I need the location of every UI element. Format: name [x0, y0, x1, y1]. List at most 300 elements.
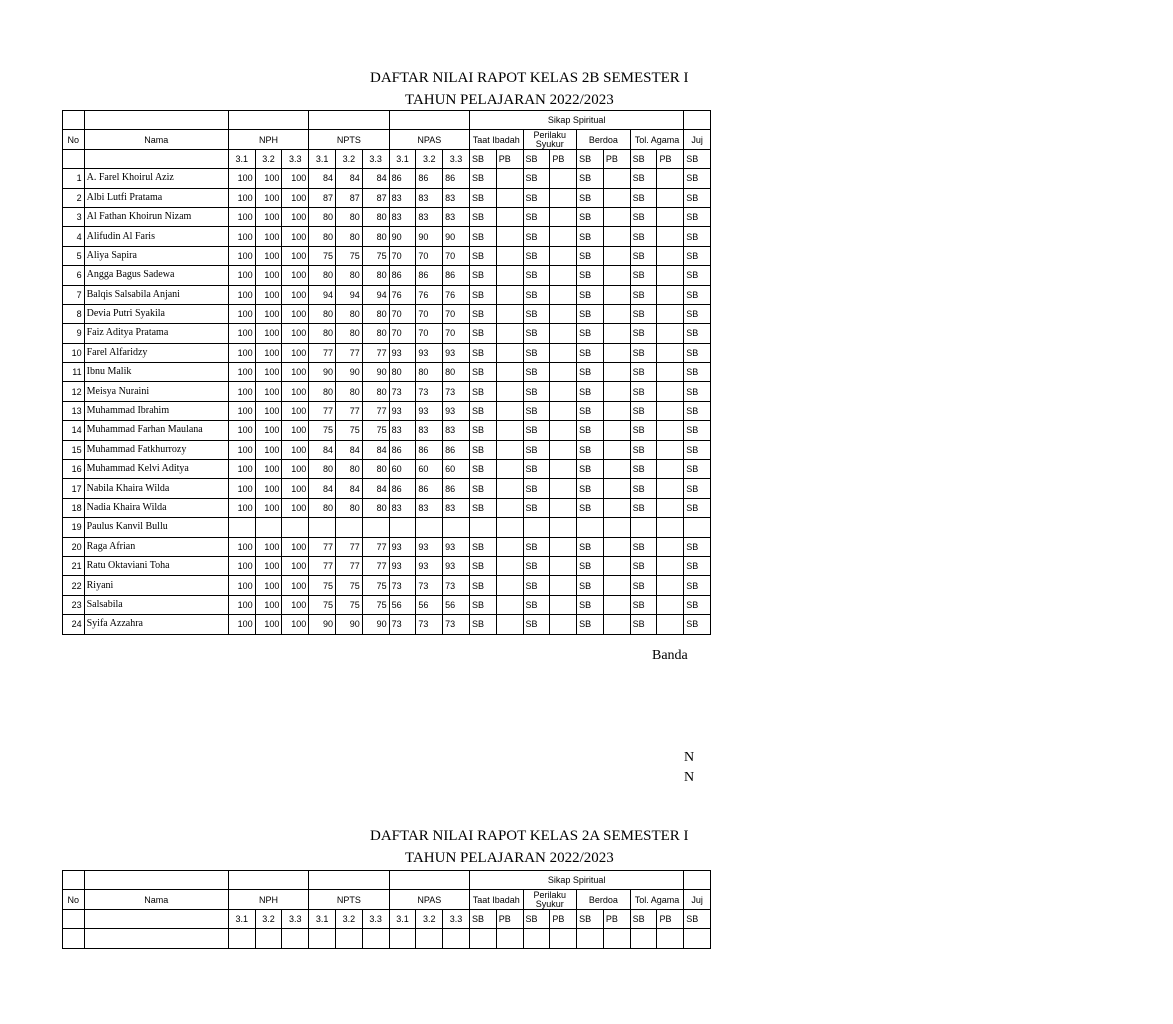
- sikap-score: [657, 227, 684, 246]
- nph-score: 100: [228, 188, 255, 207]
- npts-score: 94: [336, 285, 363, 304]
- subheader-cell: PB: [550, 909, 577, 928]
- nph-score: 100: [255, 363, 282, 382]
- npts-score: 90: [336, 363, 363, 382]
- student-name: Balqis Salsabila Anjani: [84, 285, 228, 304]
- nph-score: 100: [255, 556, 282, 575]
- nph-score: 100: [255, 324, 282, 343]
- sikap-score: SB: [469, 285, 496, 304]
- npts-score: 80: [309, 304, 336, 323]
- nph-score: 100: [228, 615, 255, 634]
- sikap-score: [603, 576, 630, 595]
- npts-score: [309, 518, 336, 537]
- subheader-cell: 3.3: [443, 909, 470, 928]
- sikap-score: [550, 363, 577, 382]
- nph-score: 100: [282, 285, 309, 304]
- sikap-score: SB: [523, 460, 550, 479]
- sikap-score: SB: [469, 207, 496, 226]
- header-toleransi-agama: Tol. Agama: [630, 130, 684, 149]
- nph-score: 100: [282, 460, 309, 479]
- npts-score: 75: [336, 246, 363, 265]
- sikap-score: SB: [523, 537, 550, 556]
- npas-score: 93: [389, 343, 416, 362]
- npts-score: 90: [362, 363, 389, 382]
- npas-score: 83: [416, 188, 443, 207]
- npts-score: 80: [362, 207, 389, 226]
- sikap-score: SB: [469, 304, 496, 323]
- sikap-score: [657, 498, 684, 517]
- table-row: [63, 207, 742, 226]
- subheader-cell: 3.1: [228, 909, 255, 928]
- header-npas: NPAS: [389, 890, 469, 909]
- sikap-score: [550, 227, 577, 246]
- npas-score: 83: [443, 421, 470, 440]
- empty-cell: [550, 929, 577, 948]
- npts-score: 84: [336, 440, 363, 459]
- nph-score: 100: [255, 382, 282, 401]
- sikap-score: SB: [523, 188, 550, 207]
- nph-score: 100: [282, 304, 309, 323]
- nph-score: 100: [255, 304, 282, 323]
- npas-score: 93: [443, 401, 470, 420]
- sikap-score: [496, 266, 523, 285]
- empty-cell: [416, 929, 443, 948]
- nph-score: 100: [228, 246, 255, 265]
- subheader-cell: SB: [469, 909, 496, 928]
- table-row: [63, 324, 742, 343]
- empty-cell: [523, 929, 550, 948]
- npts-score: 77: [362, 537, 389, 556]
- sikap-score: [684, 518, 711, 537]
- sikap-score: SB: [684, 227, 711, 246]
- header-blank: [684, 871, 711, 890]
- sikap-score: [603, 285, 630, 304]
- student-name: Nadia Khaira Wilda: [84, 498, 228, 517]
- sikap-score: [657, 518, 684, 537]
- sikap-score: SB: [577, 304, 604, 323]
- sikap-score: SB: [630, 421, 657, 440]
- sikap-score: [603, 266, 630, 285]
- npts-score: 94: [362, 285, 389, 304]
- sikap-score: SB: [577, 615, 604, 634]
- npas-score: 93: [416, 537, 443, 556]
- npts-score: 80: [309, 460, 336, 479]
- sikap-score: SB: [577, 537, 604, 556]
- sikap-score: SB: [523, 207, 550, 226]
- sikap-score: [523, 518, 550, 537]
- header-blank: [684, 111, 711, 130]
- sikap-score: [657, 421, 684, 440]
- sikap-score: SB: [469, 382, 496, 401]
- header-sikap-spiritual: Sikap Spiritual: [469, 871, 683, 890]
- npas-score: 86: [416, 440, 443, 459]
- npts-score: 77: [336, 343, 363, 362]
- subheader-cell: 3.1: [309, 909, 336, 928]
- sikap-score: [496, 615, 523, 634]
- sikap-score: SB: [523, 595, 550, 614]
- empty-cell: [684, 929, 711, 948]
- sikap-score: SB: [630, 576, 657, 595]
- sikap-score: [603, 440, 630, 459]
- sikap-score: [603, 343, 630, 362]
- sikap-score: SB: [630, 188, 657, 207]
- sikap-score: SB: [523, 324, 550, 343]
- sikap-score: [496, 537, 523, 556]
- sikap-score: SB: [469, 479, 496, 498]
- nph-score: 100: [255, 460, 282, 479]
- npts-score: 75: [309, 421, 336, 440]
- sikap-score: SB: [684, 324, 711, 343]
- npts-score: 75: [336, 421, 363, 440]
- sikap-score: SB: [577, 576, 604, 595]
- npas-score: 83: [416, 207, 443, 226]
- nph-score: 100: [282, 207, 309, 226]
- table-row: [63, 363, 742, 382]
- header-npts: NPTS: [309, 890, 389, 909]
- empty-cell: [63, 929, 85, 948]
- table1-subtitle: TAHUN PELAJARAN 2022/2023: [405, 92, 614, 108]
- npas-score: 83: [443, 188, 470, 207]
- sikap-score: [657, 343, 684, 362]
- sikap-score: SB: [684, 595, 711, 614]
- sikap-score: [603, 207, 630, 226]
- nph-score: 100: [282, 479, 309, 498]
- table-row: [63, 285, 742, 304]
- sikap-score: SB: [469, 401, 496, 420]
- table-row: [63, 576, 742, 595]
- nph-score: 100: [255, 498, 282, 517]
- nph-score: 100: [282, 537, 309, 556]
- npas-score: 86: [443, 266, 470, 285]
- sikap-score: SB: [684, 169, 711, 188]
- sikap-score: [630, 518, 657, 537]
- sikap-score: SB: [523, 169, 550, 188]
- npas-score: 70: [416, 246, 443, 265]
- header-perilaku-syukur: Perilaku Syukur: [523, 890, 577, 909]
- npas-score: 90: [389, 227, 416, 246]
- row-number: 16: [63, 460, 85, 479]
- nph-score: 100: [228, 207, 255, 226]
- table-row: [63, 382, 742, 401]
- sikap-score: [469, 518, 496, 537]
- sikap-score: SB: [684, 401, 711, 420]
- student-name: A. Farel Khoirul Aziz: [84, 169, 228, 188]
- sikap-score: [550, 169, 577, 188]
- sikap-score: SB: [630, 227, 657, 246]
- npas-score: 83: [443, 498, 470, 517]
- student-name: Aliya Sapira: [84, 246, 228, 265]
- sikap-score: [657, 479, 684, 498]
- nph-score: 100: [282, 440, 309, 459]
- table2-title: DAFTAR NILAI RAPOT KELAS 2A SEMESTER I: [370, 828, 689, 844]
- row-number: 24: [63, 615, 85, 634]
- npas-score: 83: [389, 188, 416, 207]
- subheader-cell: PB: [657, 149, 684, 168]
- sikap-score: [496, 498, 523, 517]
- table-row: [63, 518, 742, 537]
- nph-score: 100: [228, 382, 255, 401]
- table-row: [63, 615, 742, 634]
- npts-score: 75: [362, 421, 389, 440]
- npas-score: 83: [389, 207, 416, 226]
- sikap-score: [496, 440, 523, 459]
- sikap-score: SB: [469, 343, 496, 362]
- npas-score: 70: [416, 304, 443, 323]
- subheader-cell: 3.1: [309, 149, 336, 168]
- sikap-score: SB: [469, 363, 496, 382]
- sikap-score: SB: [523, 285, 550, 304]
- nph-score: 100: [228, 343, 255, 362]
- sikap-score: SB: [577, 285, 604, 304]
- sikap-score: SB: [523, 363, 550, 382]
- sikap-score: SB: [684, 576, 711, 595]
- sikap-score: SB: [684, 440, 711, 459]
- npas-score: 73: [416, 382, 443, 401]
- row-number: 1: [63, 169, 85, 188]
- sikap-score: [603, 188, 630, 207]
- sikap-score: SB: [577, 595, 604, 614]
- npts-score: 80: [362, 460, 389, 479]
- sikap-score: SB: [577, 363, 604, 382]
- npas-score: 93: [416, 343, 443, 362]
- npts-score: 87: [309, 188, 336, 207]
- npts-score: 80: [309, 324, 336, 343]
- student-name: Albi Lutfi Pratama: [84, 188, 228, 207]
- npas-score: 86: [389, 440, 416, 459]
- sikap-score: SB: [630, 595, 657, 614]
- sikap-score: [550, 576, 577, 595]
- sikap-score: SB: [577, 188, 604, 207]
- sikap-score: [603, 421, 630, 440]
- npts-score: 77: [309, 556, 336, 575]
- nph-score: 100: [255, 595, 282, 614]
- nph-score: 100: [282, 246, 309, 265]
- sikap-score: SB: [630, 460, 657, 479]
- sikap-score: [603, 382, 630, 401]
- npas-score: 93: [416, 556, 443, 575]
- sikap-score: [496, 246, 523, 265]
- sikap-score: [603, 324, 630, 343]
- row-number: 19: [63, 518, 85, 537]
- sikap-score: [603, 518, 630, 537]
- nph-score: 100: [282, 556, 309, 575]
- sikap-score: SB: [523, 382, 550, 401]
- npas-score: 83: [389, 421, 416, 440]
- subheader-cell: SB: [684, 909, 711, 928]
- sikap-score: SB: [684, 479, 711, 498]
- header-toleransi-agama: Tol. Agama: [630, 890, 684, 909]
- nph-score: 100: [228, 421, 255, 440]
- npas-score: 60: [416, 460, 443, 479]
- npas-score: 93: [389, 556, 416, 575]
- npts-score: 75: [362, 576, 389, 595]
- sikap-score: [603, 304, 630, 323]
- table-row: [63, 460, 742, 479]
- header-jujur: Juj: [684, 130, 711, 149]
- npas-score: [416, 518, 443, 537]
- row-number: 5: [63, 246, 85, 265]
- sikap-score: [657, 440, 684, 459]
- nph-score: 100: [228, 169, 255, 188]
- npas-score: 70: [443, 246, 470, 265]
- table-row: [63, 440, 742, 459]
- npts-score: 80: [336, 207, 363, 226]
- nph-score: 100: [228, 576, 255, 595]
- sikap-score: [496, 595, 523, 614]
- npas-score: 56: [443, 595, 470, 614]
- npts-score: 77: [336, 537, 363, 556]
- sikap-score: [550, 246, 577, 265]
- npts-score: 77: [309, 343, 336, 362]
- student-name: Ibnu Malik: [84, 363, 228, 382]
- table-row: [63, 556, 742, 575]
- sikap-score: [657, 246, 684, 265]
- sikap-score: [550, 460, 577, 479]
- empty-cell: [309, 929, 336, 948]
- nph-score: 100: [228, 285, 255, 304]
- sikap-score: [603, 363, 630, 382]
- header-blank: [84, 909, 228, 928]
- table-row: [63, 537, 742, 556]
- nph-score: 100: [228, 479, 255, 498]
- subheader-cell: 3.1: [228, 149, 255, 168]
- npts-score: 77: [336, 556, 363, 575]
- sikap-score: SB: [684, 537, 711, 556]
- header-nama: Nama: [84, 890, 228, 909]
- npts-score: 84: [336, 169, 363, 188]
- npas-score: 83: [416, 498, 443, 517]
- subheader-cell: 3.3: [282, 909, 309, 928]
- sikap-score: [603, 401, 630, 420]
- subheader-cell: SB: [469, 149, 496, 168]
- table-row: [63, 343, 742, 362]
- header-blank: [63, 111, 85, 130]
- row-number: 11: [63, 363, 85, 382]
- sikap-score: [657, 556, 684, 575]
- npas-score: 80: [443, 363, 470, 382]
- npas-score: 73: [443, 615, 470, 634]
- npts-score: 80: [362, 304, 389, 323]
- nph-score: 100: [228, 556, 255, 575]
- npts-score: 80: [336, 460, 363, 479]
- sikap-score: [550, 343, 577, 362]
- student-name: Alifudin Al Faris: [84, 227, 228, 246]
- sikap-score: SB: [684, 266, 711, 285]
- nph-score: 100: [255, 227, 282, 246]
- npts-score: [336, 518, 363, 537]
- header-nama: Nama: [84, 130, 228, 149]
- nph-score: 100: [255, 207, 282, 226]
- header-blank: [389, 871, 469, 890]
- header-blank: [228, 111, 308, 130]
- nph-score: [228, 518, 255, 537]
- header-no: No: [63, 890, 85, 909]
- sikap-score: SB: [523, 227, 550, 246]
- npts-score: 80: [336, 498, 363, 517]
- sikap-score: SB: [630, 363, 657, 382]
- nph-score: 100: [282, 615, 309, 634]
- sikap-score: [577, 518, 604, 537]
- sikap-score: [496, 227, 523, 246]
- subheader-cell: SB: [577, 149, 604, 168]
- grade-table-2a: [62, 870, 703, 949]
- sikap-score: [657, 266, 684, 285]
- npas-score: 73: [389, 576, 416, 595]
- empty-cell: [282, 929, 309, 948]
- npts-score: 75: [309, 246, 336, 265]
- header-berdoa: Berdoa: [577, 130, 631, 149]
- npts-score: 90: [336, 615, 363, 634]
- nph-score: 100: [228, 498, 255, 517]
- sikap-score: SB: [523, 304, 550, 323]
- sikap-score: SB: [523, 401, 550, 420]
- table-row: [63, 479, 742, 498]
- npas-score: 86: [416, 169, 443, 188]
- npas-score: 93: [443, 537, 470, 556]
- sikap-score: [657, 576, 684, 595]
- sikap-score: SB: [630, 246, 657, 265]
- subheader-cell: 3.2: [255, 149, 282, 168]
- sikap-score: [550, 498, 577, 517]
- empty-cell: [469, 929, 496, 948]
- student-name: Al Fathan Khoirun Nizam: [84, 207, 228, 226]
- student-name: Meisya Nuraini: [84, 382, 228, 401]
- student-name: Paulus Kanvil Bullu: [84, 518, 228, 537]
- npas-score: 86: [416, 266, 443, 285]
- sikap-score: SB: [577, 382, 604, 401]
- empty-cell: [362, 929, 389, 948]
- sikap-score: SB: [577, 556, 604, 575]
- nph-score: 100: [282, 363, 309, 382]
- npas-score: 83: [443, 207, 470, 226]
- sikap-score: [603, 227, 630, 246]
- header-perilaku-syukur: Perilaku Syukur: [523, 130, 577, 149]
- sikap-score: [496, 188, 523, 207]
- sikap-score: SB: [630, 285, 657, 304]
- nph-score: 100: [255, 246, 282, 265]
- sikap-score: SB: [630, 537, 657, 556]
- subheader-cell: 3.3: [282, 149, 309, 168]
- npas-score: 80: [416, 363, 443, 382]
- nph-score: 100: [228, 227, 255, 246]
- npas-score: 86: [443, 440, 470, 459]
- sikap-score: [657, 304, 684, 323]
- nph-score: 100: [282, 382, 309, 401]
- subheader-cell: SB: [630, 909, 657, 928]
- grade-table-2b: [62, 110, 703, 635]
- nph-score: 100: [255, 285, 282, 304]
- subheader-cell: 3.1: [389, 149, 416, 168]
- sikap-score: SB: [523, 576, 550, 595]
- npts-score: 80: [362, 382, 389, 401]
- sikap-score: SB: [469, 498, 496, 517]
- table-row: [63, 421, 742, 440]
- sikap-score: SB: [577, 324, 604, 343]
- sikap-score: [496, 285, 523, 304]
- row-number: 23: [63, 595, 85, 614]
- nph-score: 100: [255, 401, 282, 420]
- table-row: [63, 929, 742, 948]
- student-name: Angga Bagus Sadewa: [84, 266, 228, 285]
- sikap-score: SB: [630, 207, 657, 226]
- sikap-score: SB: [630, 266, 657, 285]
- subheader-cell: PB: [496, 149, 523, 168]
- sikap-score: [496, 343, 523, 362]
- npas-score: 86: [389, 479, 416, 498]
- row-number: 3: [63, 207, 85, 226]
- student-name: Ratu Oktaviani Toha: [84, 556, 228, 575]
- npts-score: 77: [309, 401, 336, 420]
